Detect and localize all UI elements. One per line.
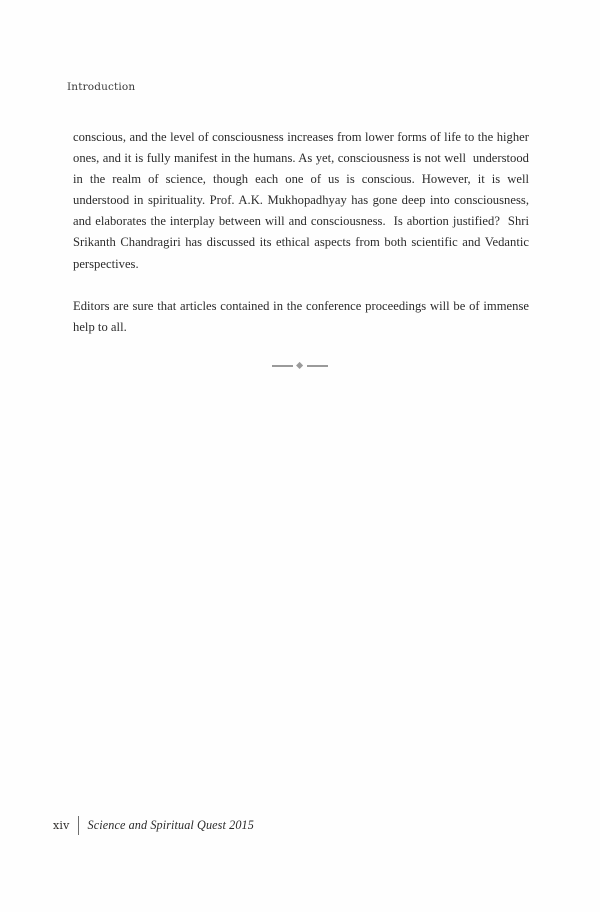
- page-number: xiv: [53, 818, 70, 832]
- body-paragraph: conscious, and the level of consciousness increases from lower forms of life to the higher ones, and it is fully manifest in the humans. As yet, consciousness is not well understood in the realm of science, though each one of us is conscious. However, it is well understood in spirituality. Prof. A.K. Mukhopadhyay has gone deep into consciousness, and elaborates the interplay between will and consciousness. Is abortion justified? Shri Srikanth Chandragiri has discussed its ethical aspects from both scientific and Vedantic perspectives.: [73, 130, 533, 271]
- body-paragraph: Editors are sure that articles contained in the conference proceedings will be of immense help to all.: [73, 298, 533, 334]
- dash-diamond-dash-ornament: [0, 359, 600, 373]
- ornament-left-rule: [272, 365, 293, 366]
- diamond-icon: [296, 362, 303, 369]
- ornament-right-rule: [307, 365, 328, 366]
- running-header: Introduction: [67, 81, 136, 93]
- footer-book-title: Science and Spiritual Quest 2015: [87, 817, 254, 832]
- page-footer: [53, 814, 254, 836]
- body-text-block: [73, 127, 533, 338]
